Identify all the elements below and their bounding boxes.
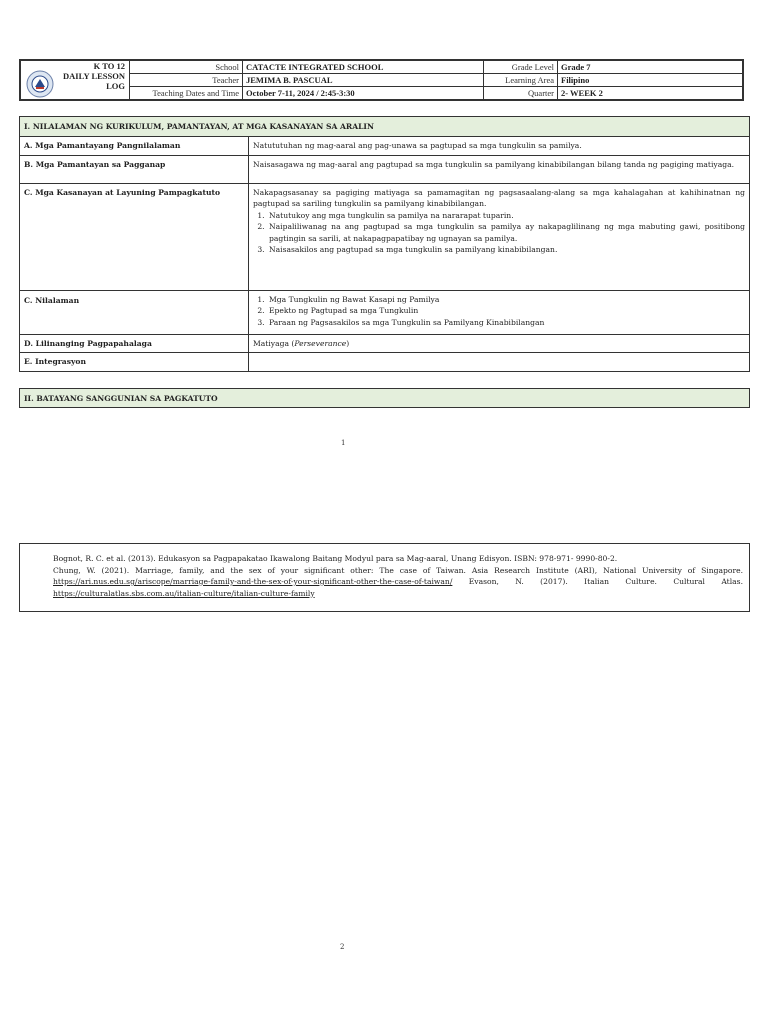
row-d-label: D. Lilinanging Pagpapahalaga: [20, 334, 249, 353]
teacher-label: Teacher: [130, 74, 243, 87]
row-e-value: [249, 353, 750, 372]
dll-title: [63, 61, 125, 91]
row-e-label: E. Integrasyon: [20, 353, 249, 372]
row-c-value: Nakapagsasanay sa pagiging matiyaga sa pamamagitan ng pagsasaalang-alang sa mga kahalagahan at kahihinatnan ng pagtupad sa sariling tungkulin sa pamilyang kinabibilangan.: [253, 187, 745, 208]
header-logo-cell: [21, 61, 130, 100]
row-c-cell: [249, 183, 750, 290]
dates-value: October 7-11, 2024 / 2:45-3:30: [243, 87, 484, 100]
list-item: 2. Naipaliliwanag na ang pagtupad sa mga tungkulin sa pamilya ay nakapaglilinang ng mga mabuting gawi, positibong pagtingin sa sarili, at nakapagpapatibay ng ugnayan sa pamilya.: [267, 221, 745, 244]
section2-title: II. BATAYANG SANGGUNIAN SA PAGKATUTO: [19, 388, 750, 408]
row-c-label: C. Mga Kasanayan at Layuning Pampagkatuto: [20, 183, 249, 290]
lesson-log-header: [19, 59, 744, 101]
list-item: 1. Natutukoy ang mga tungkulin sa pamilya na nararapat tuparin.: [267, 210, 745, 222]
reference-link-1[interactable]: https://ari.nus.edu.sg/ariscope/marriage-family-and-the-sex-of-your-significant-other-the-case-of-taiwan/: [53, 577, 453, 586]
page-number: 2: [340, 943, 345, 951]
row-b-value: Naisasagawa ng mag-aaral ang pagtupad sa mga tungkulin sa pamilyang kinabibilangan bilang tanda ng pagiging matiyaga.: [249, 155, 750, 183]
program-label: K TO 12: [93, 61, 125, 71]
objectives-list: [253, 210, 745, 256]
row-b-label: B. Mga Pamantayan sa Pagganap: [20, 155, 249, 183]
references-box: [19, 543, 750, 612]
row-d-value: Matiyaga: [253, 338, 289, 348]
grade-value: Grade 7: [558, 61, 743, 74]
row-d-value-italic: Perseverance: [294, 338, 347, 348]
row-d-cell: Matiyaga (Perseverance): [249, 334, 750, 353]
quarter-label: Quarter: [484, 87, 558, 100]
reference-3-text: Evason, N. (2017). Italian Culture. Cultural Atlas.: [452, 577, 743, 586]
row-a-value: Natututuhan ng mag-aaral ang pag-unawa sa pagtupad sa mga tungkulin sa pamilya.: [249, 137, 750, 156]
reference-link-2[interactable]: https://culturalatlas.sbs.com.au/italian-culture/italian-culture-family: [53, 588, 315, 598]
section1-title: I. NILALAMAN NG KURIKULUM, PAMANTAYAN, AT MGA KASANAYAN SA ARALIN: [20, 117, 749, 137]
curriculum-section: [19, 116, 750, 372]
row-content-label: C. Nilalaman: [20, 290, 249, 334]
deped-seal-icon: [26, 70, 54, 98]
row-content-cell: [249, 290, 750, 334]
teacher-value: JEMIMA B. PASCUAL: [243, 74, 484, 87]
school-label: School: [130, 61, 243, 74]
list-item: 3. Paraan ng Pagsasakilos sa mga Tungkulin sa Pamilyang Kinabibilangan: [267, 317, 745, 329]
dates-label: Teaching Dates and Time: [130, 87, 243, 100]
row-a-label: A. Mga Pamantayang Pangnilalaman: [20, 137, 249, 156]
area-value: Filipino: [558, 74, 743, 87]
reference-2-text: Chung, W. (2021). Marriage, family, and the sex of your significant other: The case of Taiwan. Asia Research Institute (ARI), National University of Singapore.: [53, 565, 743, 575]
school-value: CATACTE INTEGRATED SCHOOL: [243, 61, 484, 74]
list-item: 2. Epekto ng Pagtupad sa mga Tungkulin: [267, 305, 745, 317]
log-title-2: LOG: [106, 81, 125, 91]
reference-2: [53, 565, 743, 600]
list-item: 3. Naisasakilos ang pagtupad sa mga tungkulin sa pamilyang kinabibilangan.: [267, 244, 745, 256]
log-title: DAILY LESSON: [63, 71, 125, 81]
quarter-value: 2- WEEK 2: [558, 87, 743, 100]
area-label: Learning Area: [484, 74, 558, 87]
reference-1: Bognot, R. C. et al. (2013). Edukasyon sa Pagpapakatao Ikawalong Baitang Modyul para sa Mag-aaral, Unang Edisyon. ISBN: 978-971- 9990-80-2.: [53, 554, 618, 563]
content-list: [253, 294, 745, 329]
list-item: 1. Mga Tungkulin ng Bawat Kasapi ng Pamilya: [267, 294, 745, 306]
page-number: 1: [341, 439, 346, 447]
grade-label: Grade Level: [484, 61, 558, 74]
